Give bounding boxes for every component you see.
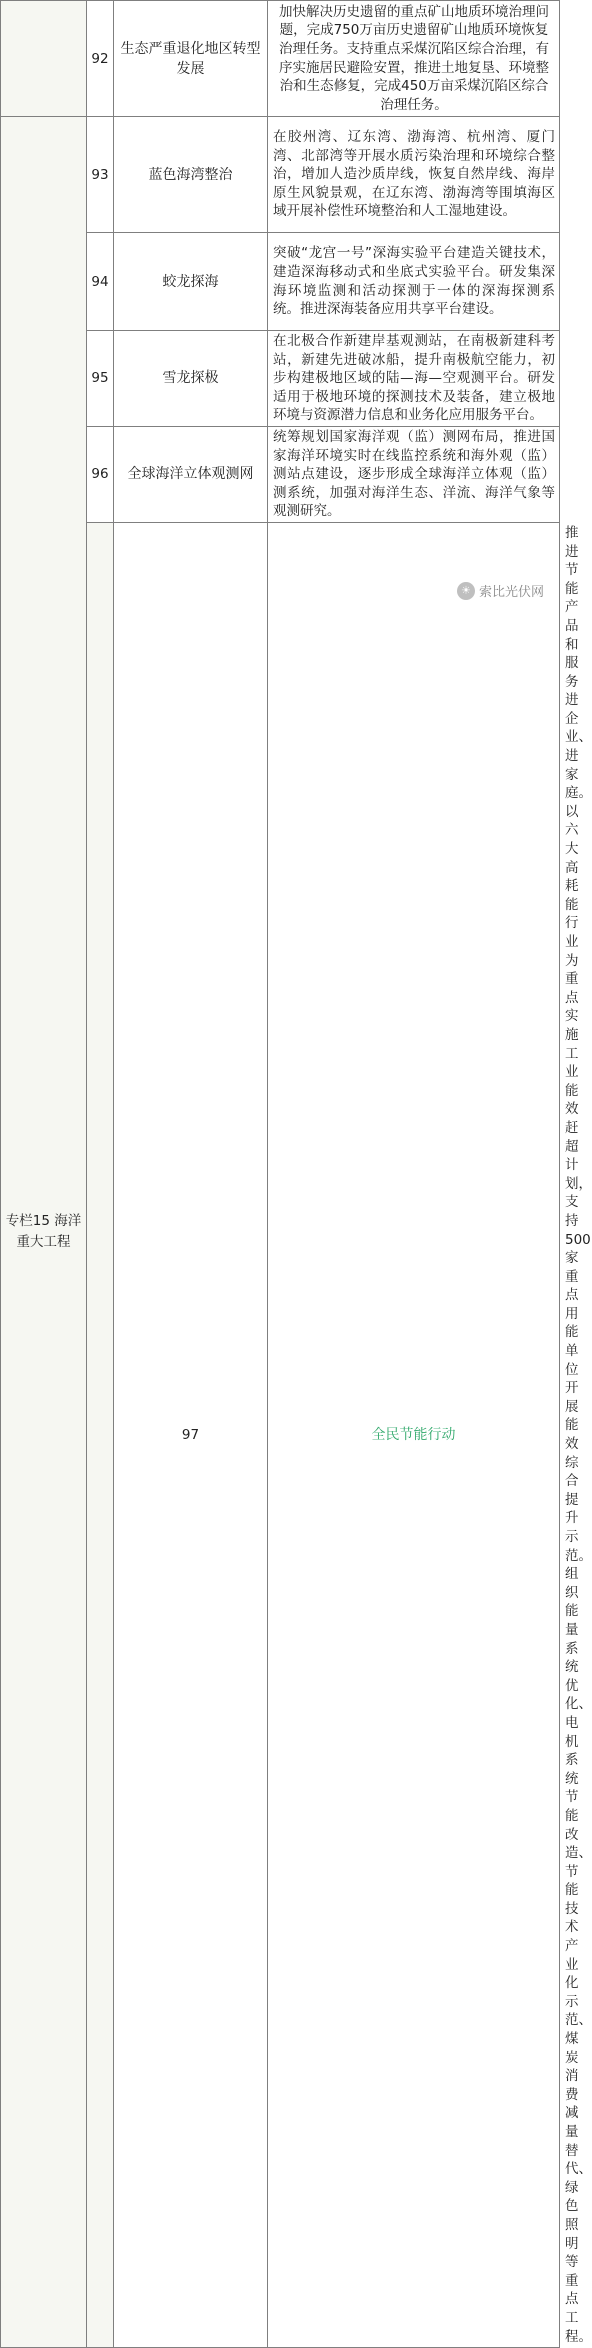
project-description: 突破“龙宫一号”深海实验平台建造关键技术，建造深海移动式和坐底式实验平台。研发集深海环境监测和活动探测于一体的深海探测系统。推进深海装备应用共享平台建设。	[268, 233, 560, 331]
project-description: 在胶州湾、辽东湾、渤海湾、杭州湾、厦门湾、北部湾等开展水质污染治理和环境综合整治，增加人造沙质岸线，恢复自然岸线、海岸原生风貌景观，在辽东湾、渤海湾等围填海区域开展补偿性环境整治和人工湿地建设。	[268, 117, 560, 233]
project-name: 蓝色海湾整治	[114, 117, 268, 233]
group-cell-blank	[87, 522, 114, 2347]
table-row	[1, 117, 560, 233]
row-number: 96	[87, 426, 114, 522]
project-name: 生态严重退化地区转型发展	[114, 1, 268, 117]
watermark	[454, 580, 547, 601]
logo-icon: ☀	[457, 582, 475, 600]
project-name: 蛟龙探海	[114, 233, 268, 331]
project-description: 加快解决历史遗留的重点矿山地质环境治理问题，完成750万亩历史遗留矿山地质环境恢复治理任务。支持重点采煤沉陷区综合治理，有序实施居民避险安置，推进土地复垦、环境整治和生态修复，完成450万亩采煤沉陷区综合治理任务。	[268, 1, 560, 117]
row-number: 93	[87, 117, 114, 233]
row-number: 94	[87, 233, 114, 331]
row-number: 95	[87, 331, 114, 427]
project-name: 全球海洋立体观测网	[114, 426, 268, 522]
group-cell-blank	[1, 1, 87, 117]
row-number: 92	[87, 1, 114, 117]
table-row: 97 全民节能行动 推进节能产品和服务进企业、进家庭。以六大高耗能行业为重点实施工业能效赶超计划，支持500家重点用能单位开展能效综合提升示范。组织能量系统优化、电机系统节能改造、节能技术产业化示范、煤炭消费减量替代、绿色照明等重点工程。	[1, 522, 560, 2347]
project-name: 雪龙探极	[114, 331, 268, 427]
group-label: 专栏15 海洋重大工程	[1, 117, 87, 2348]
project-description: 在北极合作新建岸基观测站，在南极新建科考站，新建先进破冰船，提升南极航空能力，初步构建极地区域的陆—海—空观测平台。研发适用于极地环境的探测技术及装备，建立极地环境与资源潜力信息和业务化应用服务平台。	[268, 331, 560, 427]
watermark-text: 索比光伏网	[478, 585, 544, 600]
project-description: 统筹规划国家海洋观（监）测网布局，推进国家海洋环境实时在线监控系统和海外观（监）测站点建设，逐步形成全球海洋立体观（监）测系统，加强对海洋生态、洋流、海洋气象等观测研究。	[268, 426, 560, 522]
row-number: 97	[114, 522, 268, 2347]
table-row	[1, 1, 560, 117]
project-name: 全民节能行动	[268, 522, 560, 2347]
